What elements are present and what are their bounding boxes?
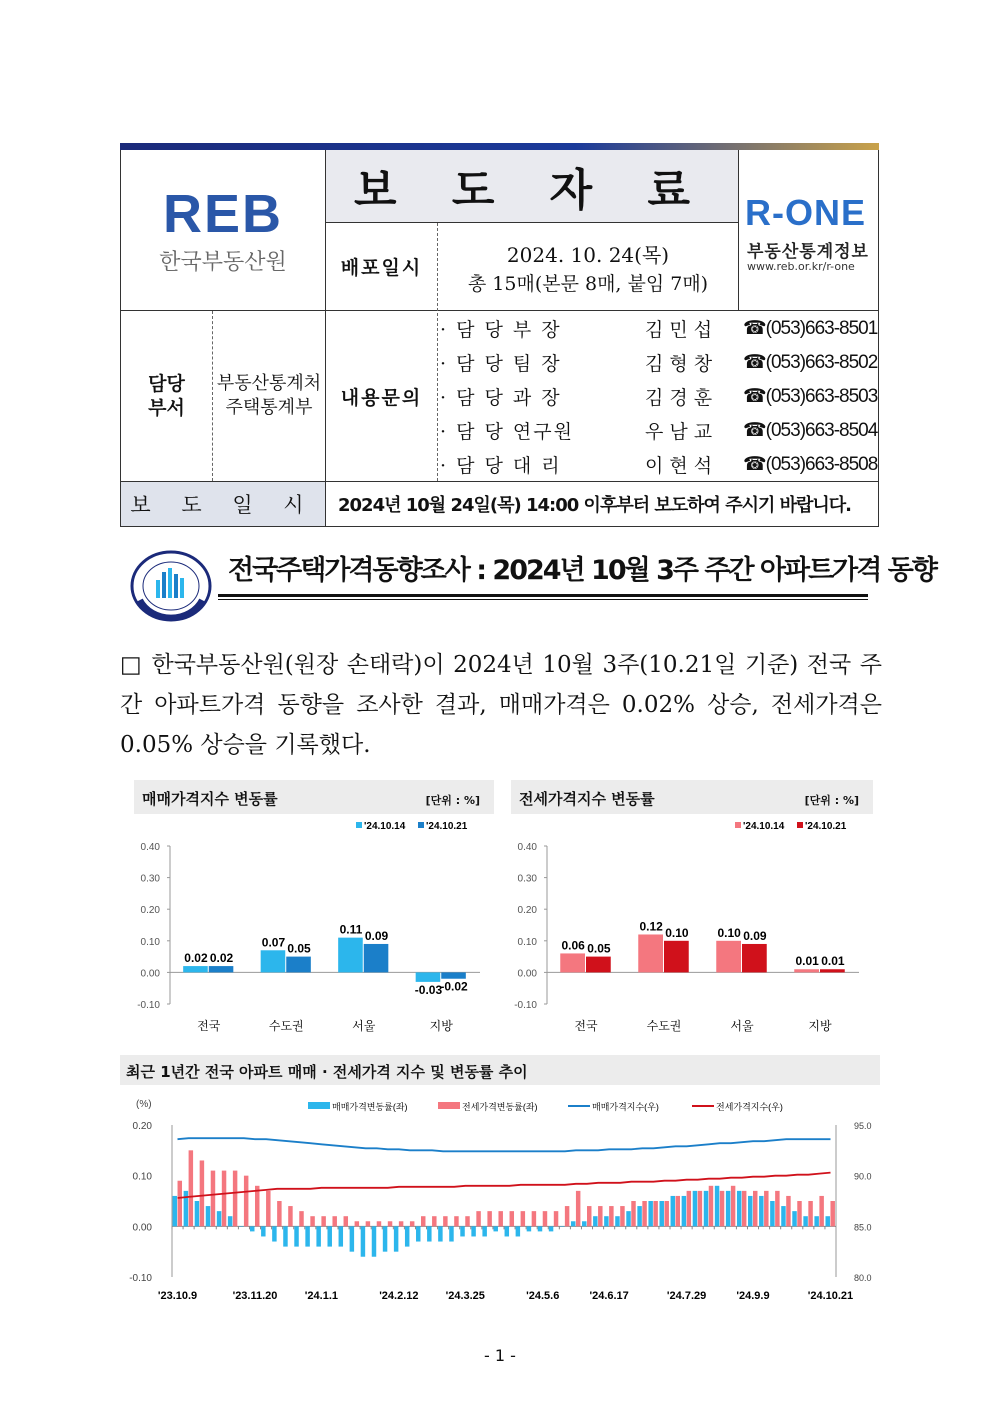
- y-tick-label: 0.20: [132, 1121, 152, 1132]
- y-tick-label: 0.20: [517, 905, 537, 917]
- x-tick-label: '24.9.9: [736, 1290, 770, 1302]
- x-tick-label: 전국: [197, 1019, 221, 1033]
- bar: [505, 1226, 509, 1236]
- page-number: - 1 -: [484, 1346, 516, 1365]
- bar: [217, 1211, 221, 1226]
- bar: [427, 1226, 431, 1241]
- rone-sub: 부동산통계정보: [747, 242, 869, 262]
- x-tick-label: 전국: [574, 1019, 598, 1033]
- bar: [316, 1226, 320, 1246]
- bar: [305, 1226, 309, 1246]
- chart-title-bar: [120, 1055, 880, 1085]
- bar: [682, 1196, 686, 1226]
- bar: [361, 1226, 365, 1256]
- bar: [631, 1201, 635, 1226]
- contact-name: 이현석: [645, 454, 719, 477]
- data-label: 0.02: [184, 951, 208, 966]
- bar: [554, 1211, 558, 1226]
- y-axis-unit: (%): [136, 1099, 152, 1110]
- bar: [416, 1226, 420, 1241]
- bar: [222, 1171, 226, 1227]
- chart-title: 전세가격지수 변동률: [519, 790, 655, 808]
- series-line: [178, 1138, 831, 1151]
- contact-name: 김민섭: [645, 318, 719, 341]
- legend-swatch: [418, 822, 424, 828]
- bar: [465, 1216, 469, 1226]
- bar: [726, 1191, 730, 1226]
- jeonse-price-chart: [511, 814, 873, 1038]
- bar: [753, 1191, 757, 1226]
- y-tick-label-right: 85.0: [854, 1222, 872, 1233]
- bar: [228, 1216, 232, 1226]
- bar: [255, 1186, 259, 1227]
- bar: [173, 1196, 177, 1226]
- legend-swatch: [356, 822, 362, 828]
- bar: [498, 1211, 502, 1226]
- bar: [792, 1211, 796, 1226]
- bar: [560, 1226, 564, 1227]
- bar: [244, 1176, 248, 1227]
- summary-paragraph: [120, 645, 882, 765]
- bar: [261, 1226, 265, 1236]
- y-tick-label: -0.10: [514, 1000, 537, 1011]
- data-label: 0.06: [561, 938, 585, 953]
- bar: [638, 934, 663, 972]
- bar: [482, 1226, 486, 1236]
- contact-row: [440, 447, 880, 481]
- data-label: 0.11: [339, 922, 363, 937]
- report-subtitle: 전국주택가격동향조사 : 2024년 10월 3주 주간 아파트가격 동향: [228, 555, 936, 586]
- chart-title-bar: [134, 780, 494, 814]
- bar: [648, 1201, 652, 1226]
- bar: [183, 966, 208, 972]
- dept-name: 부동산통계처 주택통계부: [216, 373, 322, 418]
- bar: [355, 1221, 359, 1226]
- bar: [350, 1226, 354, 1251]
- bar: [803, 1216, 807, 1226]
- data-label: 0.10: [665, 925, 689, 940]
- contact-role: · 담 당 부 장: [440, 318, 562, 341]
- bar: [286, 957, 311, 973]
- inquiry-label: 내용문의: [340, 386, 423, 409]
- release-text: 2024년 10월 24일(목) 14:00 이후부터 보도하여 주시기 바랍니다.: [338, 495, 852, 516]
- legend-swatch: [308, 1102, 330, 1109]
- contact-phone: ☎(053)663-8501: [743, 317, 878, 339]
- bar: [737, 1191, 741, 1226]
- bar: [493, 1226, 497, 1231]
- legend-label: '24.10.14: [364, 821, 406, 832]
- reb-logo: [121, 150, 325, 310]
- bar: [659, 1201, 663, 1226]
- bar: [200, 1160, 204, 1226]
- contact-row: [440, 345, 880, 379]
- x-tick-label: '24.10.21: [807, 1290, 854, 1302]
- y-tick-label: 0.30: [517, 873, 537, 885]
- data-label: 0.05: [587, 941, 611, 956]
- header-top-bar: [120, 143, 879, 150]
- bar: [532, 1211, 536, 1226]
- bar: [277, 1201, 281, 1226]
- y-tick-label: -0.10: [129, 1273, 152, 1284]
- chart-title: 최근 1년간 전국 아파트 매매 · 전세가격 지수 및 변동률 추이: [126, 1063, 528, 1081]
- bar: [538, 1226, 542, 1231]
- x-tick-label: '24.7.29: [666, 1290, 707, 1302]
- release-label: 보 도 일 시: [121, 482, 325, 526]
- bar: [764, 1191, 768, 1226]
- y-tick-label: 0.20: [140, 905, 160, 917]
- bar: [211, 1171, 215, 1227]
- bar: [388, 1221, 392, 1226]
- contact-phone: ☎(053)663-8508: [743, 453, 878, 475]
- bar: [664, 1201, 668, 1226]
- bar: [516, 1226, 520, 1236]
- bar: [283, 1226, 287, 1246]
- y-tick-label-right: 90.0: [854, 1171, 872, 1182]
- y-tick-label: 0.10: [132, 1171, 152, 1183]
- x-tick-label: '24.3.25: [445, 1290, 485, 1302]
- bar: [720, 1191, 724, 1226]
- bar: [443, 1216, 447, 1226]
- bar: [527, 1226, 531, 1231]
- bar: [321, 1216, 325, 1226]
- data-label: -0.02: [440, 979, 468, 994]
- bar: [410, 1221, 414, 1226]
- bar: [288, 1206, 292, 1226]
- contact-phone: ☎(053)663-8504: [743, 419, 878, 441]
- legend-swatch: [797, 822, 803, 828]
- bar: [716, 941, 741, 973]
- x-tick-label: '23.11.20: [232, 1290, 278, 1302]
- dept-label: 담당 부서: [148, 373, 185, 419]
- bar: [820, 969, 845, 972]
- bar: [819, 1196, 823, 1226]
- bar: [797, 1201, 801, 1226]
- x-tick-label: 수도권: [268, 1019, 304, 1033]
- y-tick-label: 0.40: [517, 842, 537, 853]
- bar: [571, 1221, 575, 1226]
- bar: [620, 1206, 624, 1226]
- x-tick-label: '24.1.1: [304, 1290, 339, 1302]
- bar: [565, 1206, 569, 1226]
- bar: [310, 1216, 314, 1226]
- bar: [299, 1211, 303, 1226]
- bar: [250, 1226, 254, 1231]
- chart-title: 매매가격지수 변동률: [142, 790, 278, 808]
- legend-label: 전세가격변동률(좌): [462, 1102, 538, 1112]
- bar: [742, 1191, 746, 1226]
- y-tick-label: 0.30: [140, 873, 160, 885]
- bar: [239, 1226, 243, 1227]
- bar: [586, 957, 611, 973]
- bar: [416, 972, 441, 981]
- legend-label: 전세가격지수(우): [716, 1102, 783, 1112]
- bar: [582, 1221, 586, 1226]
- legend-swatch: [438, 1102, 460, 1109]
- y-tick-label: -0.10: [137, 1000, 160, 1011]
- bar: [366, 1221, 370, 1226]
- legend-label: 매매가격변동률(좌): [332, 1102, 408, 1112]
- bar: [576, 1191, 580, 1226]
- bar: [294, 1226, 298, 1246]
- contact-row: [440, 311, 880, 345]
- bar: [687, 1191, 691, 1226]
- bar: [814, 1216, 818, 1226]
- bar: [460, 1226, 464, 1236]
- data-label: 0.01: [821, 954, 845, 969]
- x-tick-label: '24.6.17: [589, 1290, 629, 1302]
- bar: [781, 1206, 785, 1226]
- rone-logo-text: R-ONE: [745, 192, 866, 233]
- rone-url: www.reb.or.kr/r-one: [747, 260, 855, 273]
- bar: [394, 1226, 398, 1251]
- contact-row: [440, 413, 880, 447]
- bar: [383, 1226, 387, 1251]
- bar: [209, 966, 234, 972]
- contact-name: 김경훈: [645, 386, 719, 409]
- x-tick-label: 서울: [352, 1019, 376, 1033]
- chart-unit: [단위 : %]: [425, 794, 480, 807]
- chart-unit: [단위 : %]: [804, 794, 859, 807]
- bar: [715, 1186, 719, 1227]
- bar: [521, 1211, 525, 1226]
- bar: [449, 1226, 453, 1241]
- bar: [825, 1216, 829, 1226]
- legend-label: '24.10.21: [805, 821, 847, 832]
- distribution-label: 배포일시: [340, 257, 423, 279]
- contact-row: [440, 379, 880, 413]
- x-tick-label: '23.10.9: [157, 1290, 198, 1302]
- y-tick-label: 0.00: [517, 968, 537, 980]
- bar: [510, 1211, 514, 1226]
- bar: [704, 1191, 708, 1226]
- distribution-info: [438, 223, 738, 310]
- bar: [332, 1216, 336, 1226]
- data-label: 0.02: [209, 951, 234, 966]
- y-tick-label: 0.00: [140, 968, 160, 980]
- bar: [549, 1226, 553, 1231]
- y-tick-label-right: 95.0: [854, 1121, 872, 1131]
- bar: [405, 1226, 409, 1246]
- bar: [770, 1201, 774, 1226]
- bar: [748, 1196, 752, 1226]
- bar: [421, 1216, 425, 1226]
- bar: [598, 1206, 602, 1226]
- contact-role: · 담 당 대 리: [440, 454, 562, 477]
- bar: [339, 1226, 343, 1246]
- national-statistics-logo: [130, 550, 212, 622]
- bar: [626, 1211, 630, 1226]
- bar: [830, 1201, 834, 1226]
- data-label: 0.05: [287, 941, 311, 956]
- bar: [808, 1201, 812, 1226]
- bar: [399, 1221, 403, 1226]
- bar: [438, 1226, 442, 1241]
- bar: [560, 953, 585, 972]
- legend-label: '24.10.14: [743, 821, 785, 832]
- contact-phone: ☎(053)663-8502: [743, 351, 878, 373]
- bar: [454, 1216, 458, 1226]
- bar: [676, 1196, 680, 1226]
- data-label: 0.01: [795, 954, 819, 969]
- reb-org-name: 한국부동산원: [159, 249, 287, 275]
- bar: [671, 1196, 675, 1226]
- bar: [338, 938, 363, 973]
- page-count: 총 15매(본문 8매, 붙임 7매): [467, 273, 709, 295]
- bar: [742, 944, 767, 972]
- x-tick-label: 서울: [730, 1019, 754, 1033]
- bar: [543, 1211, 547, 1226]
- legend-swatch: [735, 822, 741, 828]
- bar: [637, 1206, 641, 1226]
- bar: [759, 1196, 763, 1226]
- legend-label: 매매가격지수(우): [592, 1102, 659, 1112]
- data-label: 0.12: [639, 919, 663, 934]
- bar: [615, 1216, 619, 1226]
- subtitle-underline: [218, 594, 868, 597]
- summary-text: □ 한국부동산원(원장 손태락)이 2024년 10월 3주(10.21일 기준) 전국 주간 아파트가격 동향을 조사한 결과, 매매가격은 0.02% 상승, 전세가격은 0.05% 상승을 기록했다.: [120, 652, 882, 758]
- bar: [261, 950, 286, 972]
- y-tick-label: 0.10: [517, 936, 537, 948]
- y-tick-label: 0.00: [132, 1222, 152, 1234]
- contact-role: · 담 당 연구원: [440, 420, 574, 443]
- bar: [693, 1191, 697, 1226]
- press-release-title: 보 도 자 료: [326, 150, 738, 222]
- contact-name: 김형창: [645, 352, 719, 375]
- bar: [609, 1206, 613, 1226]
- data-label: 0.09: [743, 928, 767, 943]
- trend-chart: [120, 1085, 880, 1305]
- bar: [364, 944, 389, 972]
- chart-title-bar: [511, 780, 873, 814]
- data-label: 0.07: [261, 935, 286, 950]
- subtitle-underline: [218, 599, 868, 600]
- bar: [206, 1206, 210, 1226]
- y-tick-label: 0.10: [140, 936, 160, 948]
- bar: [372, 1226, 376, 1256]
- bar: [233, 1171, 237, 1227]
- data-label: -0.03: [414, 982, 443, 997]
- bar: [266, 1191, 270, 1226]
- reb-logo-text: REB: [162, 183, 283, 244]
- bar: [189, 1150, 193, 1226]
- bar: [344, 1216, 348, 1226]
- contact-role: · 담 당 과 장: [440, 386, 562, 409]
- bar: [653, 1201, 657, 1226]
- bar: [195, 1201, 199, 1226]
- contact-role: · 담 당 팀 장: [440, 352, 562, 375]
- y-tick-label-right: 80.0: [854, 1273, 872, 1283]
- distribution-date: 2024. 10. 24(목): [506, 243, 670, 267]
- y-tick-label: 0.40: [140, 842, 160, 853]
- bar: [593, 1216, 597, 1226]
- contact-name: 우남교: [645, 420, 719, 443]
- bar: [731, 1186, 735, 1227]
- bar: [471, 1226, 475, 1236]
- sale-price-chart: [134, 814, 494, 1038]
- legend-label: '24.10.21: [426, 821, 468, 832]
- x-tick-label: 수도권: [646, 1019, 682, 1033]
- bar: [377, 1221, 381, 1226]
- bar: [441, 972, 466, 978]
- bar: [786, 1196, 790, 1226]
- bar: [432, 1216, 436, 1226]
- bar: [272, 1226, 276, 1241]
- bar: [709, 1186, 713, 1227]
- bar: [178, 1181, 182, 1227]
- sale-price-chart-panel: [134, 780, 494, 1038]
- jeonse-price-chart-panel: [511, 780, 873, 1038]
- bar: [587, 1206, 591, 1226]
- bar: [487, 1211, 491, 1226]
- data-label: 0.10: [717, 925, 741, 940]
- contact-phone: ☎(053)663-8503: [743, 385, 878, 407]
- bar: [604, 1216, 608, 1226]
- bar: [775, 1191, 779, 1226]
- x-tick-label: 지방: [429, 1019, 453, 1033]
- x-tick-label: '24.5.6: [526, 1290, 560, 1302]
- rone-logo: [739, 150, 879, 310]
- bar: [476, 1211, 480, 1226]
- data-label: 0.09: [364, 928, 389, 943]
- bar: [794, 969, 819, 972]
- bar: [327, 1226, 331, 1246]
- trend-chart-panel: [120, 1055, 880, 1305]
- x-tick-label: '24.2.12: [379, 1290, 419, 1302]
- bar: [698, 1191, 702, 1226]
- x-tick-label: 지방: [808, 1019, 832, 1033]
- bar: [642, 1201, 646, 1226]
- bar: [664, 941, 689, 973]
